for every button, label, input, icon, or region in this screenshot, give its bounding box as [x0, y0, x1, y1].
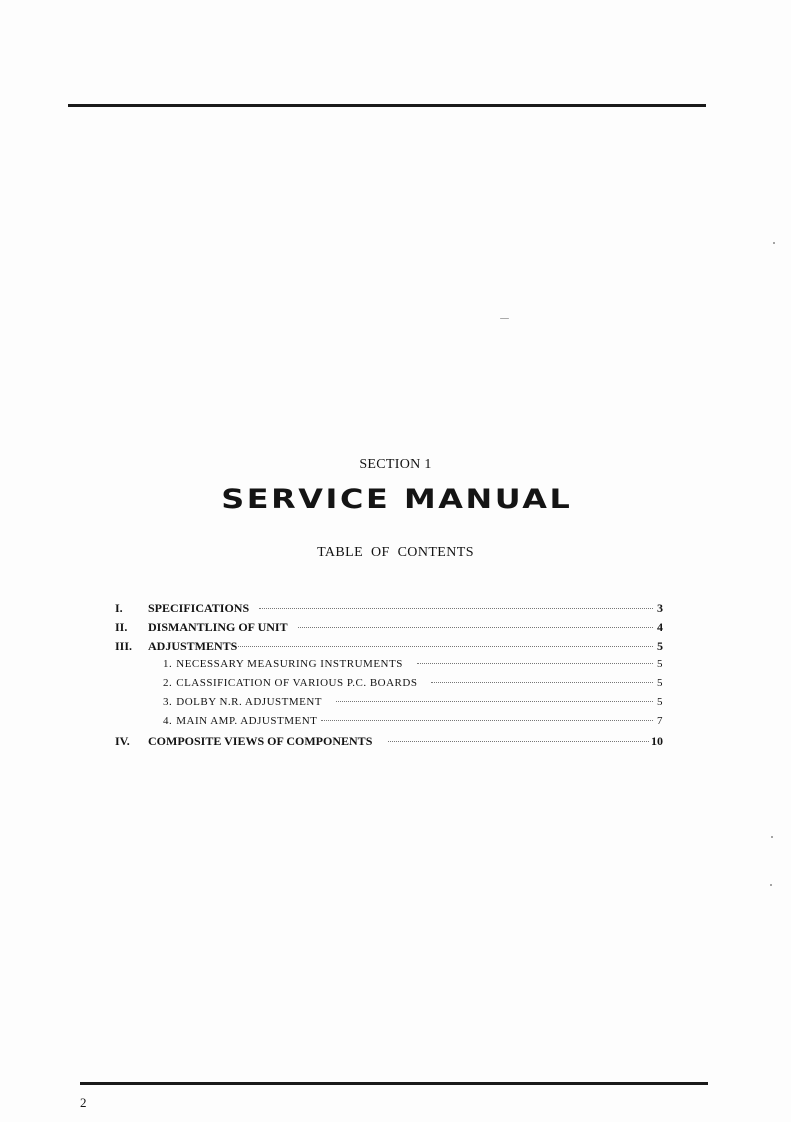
toc-entry-number: IV. [115, 734, 130, 748]
toc-leader-dots [238, 646, 653, 647]
toc-entry-page: 4 [657, 620, 663, 634]
toc-entry-title: SPECIFICATIONS [148, 601, 250, 615]
toc-subentry-page: 5 [657, 658, 663, 670]
section-label: SECTION 1 [359, 457, 432, 472]
toc-leader-dots [259, 608, 653, 609]
toc-entry [115, 601, 663, 620]
toc-subentry [115, 715, 663, 734]
toc-leader-dots [321, 720, 653, 721]
toc-heading: TABLE OF CONTENTS [317, 545, 474, 560]
toc-leader-dots [388, 741, 649, 742]
toc-leader-dots [417, 663, 653, 664]
toc-subentry [115, 677, 663, 696]
page-title: SERVICE MANUAL [221, 484, 573, 515]
toc-leader-dots [336, 701, 653, 702]
toc-subentry-title: NECESSARY MEASURING INSTRUMENTS [176, 658, 403, 670]
toc-entry-page: 10 [651, 734, 663, 748]
toc-entry-number: II. [115, 620, 128, 634]
toc-entry [115, 639, 663, 658]
scan-speck [770, 884, 772, 886]
toc-entry-page: 3 [657, 601, 663, 615]
toc-entry-title: COMPOSITE VIEWS OF COMPONENTS [148, 734, 373, 748]
toc-entry [115, 734, 663, 753]
bottom-rule [80, 1082, 708, 1085]
toc-subentry [115, 696, 663, 715]
toc-subentry-page: 5 [657, 677, 663, 689]
toc-entry-page: 5 [657, 639, 663, 653]
toc-subentry-page: 5 [657, 696, 663, 708]
scan-speck [771, 836, 773, 838]
toc-entry-title: DISMANTLING OF UNIT [148, 620, 288, 634]
page-number: 2 [80, 1095, 87, 1110]
toc-leader-dots [298, 627, 653, 628]
toc-subentry-number: 3. [163, 696, 173, 708]
toc-subentry-number: 2. [163, 677, 173, 689]
toc-entry-number: I. [115, 601, 123, 615]
toc-leader-dots [431, 682, 653, 683]
toc-subentry-title: CLASSIFICATION OF VARIOUS P.C. BOARDS [176, 677, 418, 689]
toc-subentry [115, 658, 663, 677]
toc-subentry-number: 4. [163, 715, 173, 727]
scan-speck [500, 318, 509, 319]
toc-subentry-number: 1. [163, 658, 173, 670]
toc-subentry-title: DOLBY N.R. ADJUSTMENT [176, 696, 323, 708]
scan-speck [773, 242, 775, 244]
toc-subentry-page: 7 [657, 715, 663, 727]
toc-entry [115, 620, 663, 639]
toc-entry-title: ADJUSTMENTS [148, 639, 238, 653]
table-of-contents [115, 601, 663, 753]
toc-entry-number: III. [115, 639, 133, 653]
toc-subentry-title: MAIN AMP. ADJUSTMENT [176, 715, 318, 727]
top-rule [68, 104, 706, 107]
